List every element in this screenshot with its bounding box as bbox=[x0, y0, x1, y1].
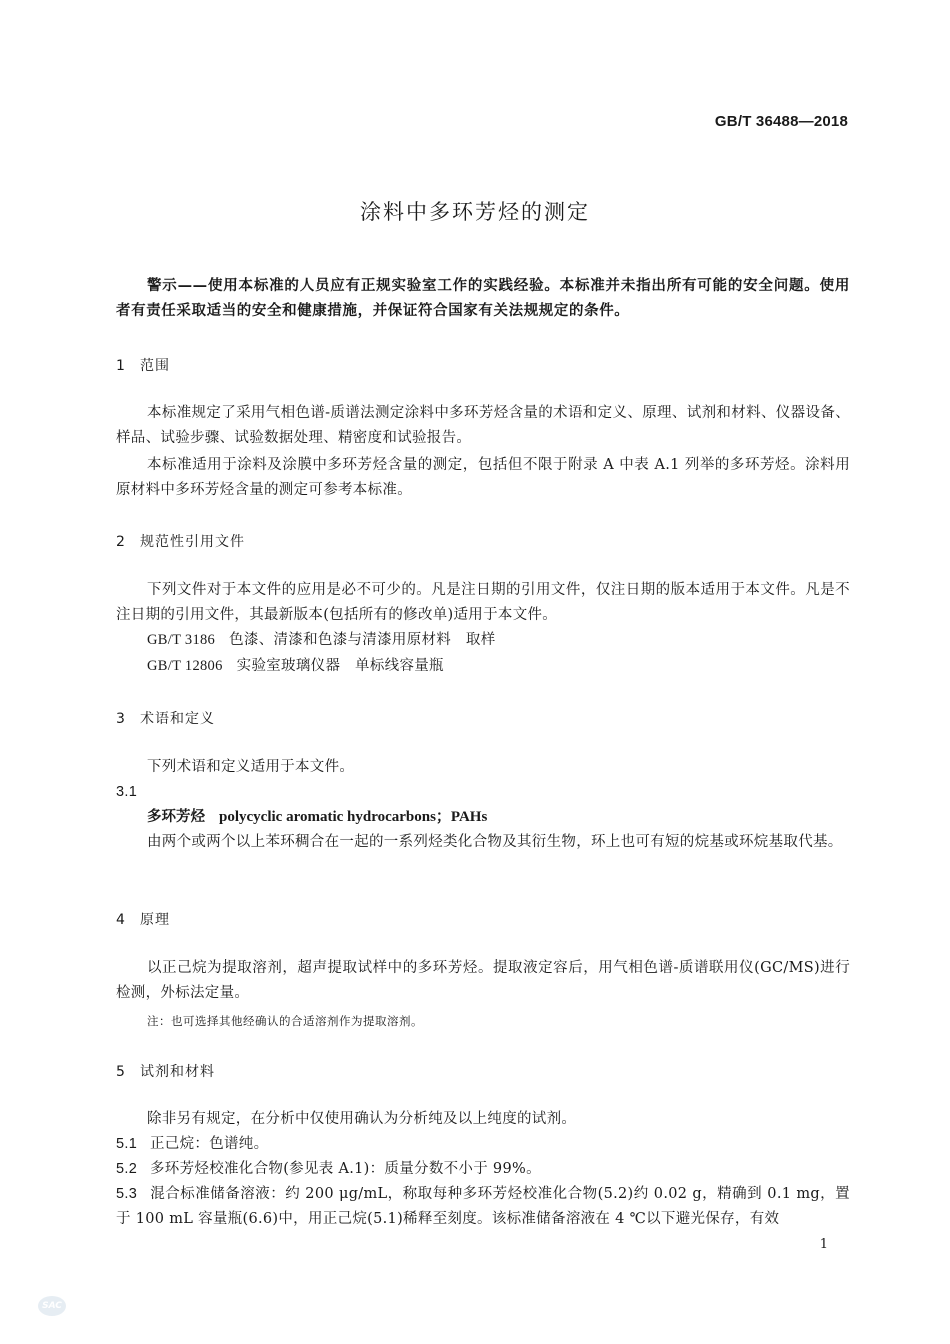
reference-entry bbox=[147, 628, 496, 653]
safety-warning: 警示——使用本标准的人员应有正规实验室工作的实践经验。本标准并未指出所有可能的安全问题。使用者有责任采取适当的安全和健康措施，并保证符合国家有关法规规定的条件。 bbox=[116, 278, 850, 319]
section-title: 术语和定义 bbox=[140, 711, 215, 727]
references-paragraph: 下列文件对于本文件的应用是必不可少的。凡是注日期的引用文件，仅注日期的版本适用于本文件。凡是不注日期的引用文件，其最新版本(包括所有的修改单)适用于本文件。 bbox=[116, 582, 850, 623]
standard-code: GB/T 36488—2018 bbox=[714, 113, 848, 130]
reference-code: GB/T 3186 bbox=[147, 632, 216, 648]
page-number: 1 bbox=[819, 1237, 828, 1252]
item-text: 正己烷：色谱纯。 bbox=[150, 1136, 269, 1152]
item-number: 5.3 bbox=[116, 1186, 138, 1202]
term-english: polycyclic aromatic hydrocarbons；PAHs bbox=[219, 809, 488, 825]
section-title: 原理 bbox=[140, 912, 170, 928]
section-heading-principle bbox=[116, 909, 170, 929]
section-number: 2 bbox=[116, 534, 126, 550]
section-number: 5 bbox=[116, 1064, 126, 1080]
term-number: 3.1 bbox=[116, 784, 138, 800]
reagent-item bbox=[116, 1157, 850, 1182]
term-definition: 由两个或两个以上苯环稠合在一起的一系列烃类化合物及其衍生物，环上也可有短的烷基或环烷基取代基。 bbox=[147, 834, 843, 850]
principle-note: 注：也可选择其他经确认的合适溶剂作为提取溶剂。 bbox=[147, 1014, 423, 1028]
reference-name: 实验室玻璃仪器 单标线容量瓶 bbox=[236, 658, 444, 674]
section-heading-normative-references bbox=[116, 531, 245, 551]
reference-code: GB/T 12806 bbox=[147, 658, 223, 674]
section-number: 3 bbox=[116, 711, 126, 727]
term-entry bbox=[147, 805, 487, 830]
section-title: 试剂和材料 bbox=[140, 1064, 215, 1080]
reference-name: 色漆、清漆和色漆与清漆用原材料 取样 bbox=[229, 632, 496, 648]
reagent-item bbox=[116, 1182, 850, 1232]
section-number: 1 bbox=[116, 358, 126, 374]
item-text: 多环芳烃校准化合物(参见表 A.1)：质量分数不小于 99%。 bbox=[150, 1161, 541, 1177]
item-text: 混合标准储备溶液：约 200 μg/mL，称取每种多环芳烃校准化合物(5.2)约 0.02 g，精确到 0.1 mg，置于 100 mL 容量瓶(6.6)中，用正己烷(5.1)稀释至刻度。该标准储备溶液在 4 ℃以下避光保存，有效 bbox=[116, 1186, 850, 1227]
sac-logo: SAC bbox=[38, 1296, 66, 1316]
scope-paragraph-1: 本标准规定了采用气相色谱-质谱法测定涂料中多环芳烃含量的术语和定义、原理、试剂和材料、仪器设备、样品、试验步骤、试验数据处理、精密度和试验报告。 bbox=[116, 405, 850, 446]
section-title: 规范性引用文件 bbox=[140, 534, 245, 550]
section-title: 范围 bbox=[140, 358, 170, 374]
terms-intro: 下列术语和定义适用于本文件。 bbox=[147, 759, 355, 775]
term-chinese: 多环芳烃 bbox=[147, 809, 205, 825]
item-number: 5.1 bbox=[116, 1136, 138, 1152]
section-heading-reagents bbox=[116, 1061, 215, 1081]
item-number: 5.2 bbox=[116, 1161, 138, 1177]
reference-entry bbox=[147, 654, 444, 679]
section-heading-terms bbox=[116, 708, 215, 728]
section-heading-scope bbox=[116, 355, 170, 375]
reagents-intro: 除非另有规定，在分析中仅使用确认为分析纯及以上纯度的试剂。 bbox=[147, 1111, 577, 1127]
scope-paragraph-2: 本标准适用于涂料及涂膜中多环芳烃含量的测定，包括但不限于附录 A 中表 A.1 列举的多环芳烃。涂料用原材料中多环芳烃含量的测定可参考本标准。 bbox=[116, 457, 850, 498]
document-title: 涂料中多环芳烃的测定 bbox=[360, 200, 590, 224]
section-number: 4 bbox=[116, 912, 126, 928]
principle-paragraph: 以正己烷为提取溶剂，超声提取试样中的多环芳烃。提取液定容后，用气相色谱-质谱联用仪(GC/MS)进行检测，外标法定量。 bbox=[116, 960, 850, 1001]
reagent-item bbox=[116, 1132, 850, 1157]
